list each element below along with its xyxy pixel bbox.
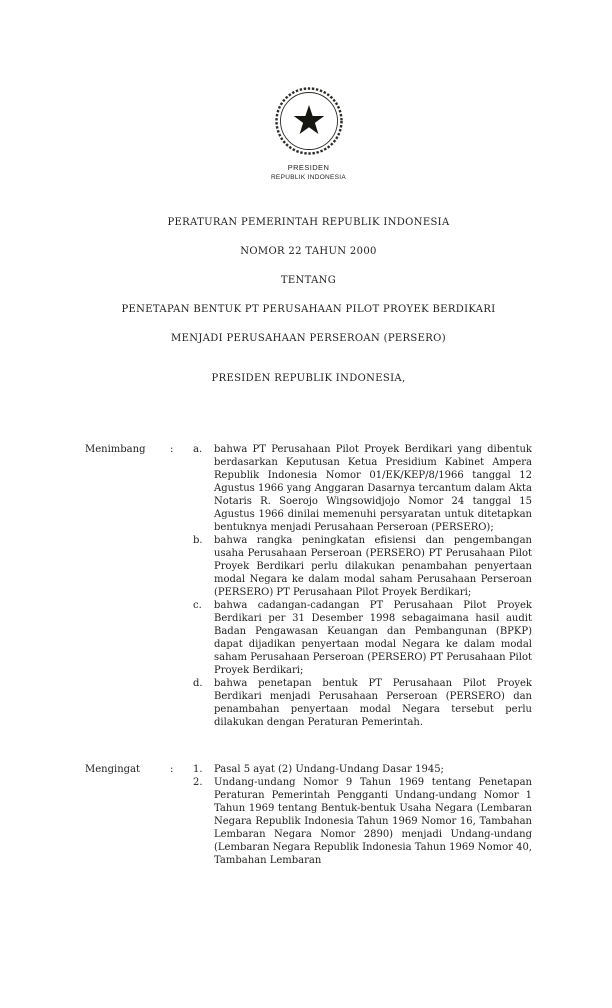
mengingat-separator: :	[170, 764, 174, 775]
menimbang-items	[193, 443, 532, 729]
document-body	[85, 443, 532, 867]
list-item-marker: 1.	[193, 764, 203, 775]
menimbang-clause	[85, 443, 532, 729]
list-item	[193, 776, 532, 867]
list-item-marker: 2.	[193, 777, 203, 788]
regulation-title-line: PERATURAN PEMERINTAH REPUBLIK INDONESIA	[167, 217, 450, 228]
list-item-text: bahwa rangka peningkatan efisiensi dan pengembangan usaha Perusahaan Perseroan (PERSERO) PT Perusahaan Pilot Proyek Berdikari perlu dilakukan penambahan penyertaan modal Negara ke dalam modal saham Perusahaan Perseroan (PERSERO) PT Perusahaan Pilot Proyek Berdikari;	[214, 535, 532, 598]
list-item	[193, 599, 532, 677]
regulation-number-line: NOMOR 22 TAHUN 2000	[240, 246, 377, 257]
mengingat-items	[193, 763, 532, 867]
list-item-text: Undang-undang Nomor 9 Tahun 1969 tentang Penetapan Peraturan Pemerintah Pengganti Undang-undang Nomor 1 Tahun 1969 tentang Bentuk-bentuk Usaha Negara (Lembaran Negara Republik Indonesia Tahun 1969 Nomor 16, Tambahan Lembaran Negara Nomor 2890) menjadi Undang-undang (Lembaran Negara Republik Indonesia Tahun 1969 Nomor 40, Tambahan Lembaran	[214, 777, 532, 866]
list-item-marker: b.	[193, 535, 203, 546]
list-item	[193, 763, 532, 776]
letterhead-republik-indonesia-label: REPUBLIK INDONESIA	[270, 174, 347, 181]
list-item	[193, 443, 532, 534]
tentang-line: TENTANG	[280, 275, 337, 286]
mengingat-label: Mengingat	[85, 764, 141, 775]
letterhead	[85, 85, 532, 181]
menimbang-label: Menimbang	[85, 444, 146, 455]
list-item-text: Pasal 5 ayat (2) Undang-Undang Dasar 1945;	[214, 764, 444, 775]
list-item-marker: a.	[193, 444, 203, 455]
subject-line-1: PENETAPAN BENTUK PT PERUSAHAAN PILOT PROYEK BERDIKARI	[121, 304, 496, 315]
list-item-text: bahwa penetapan bentuk PT Perusahaan Pilot Proyek Berdikari menjadi Perusahaan Perseroan (PERSERO) dan penambahan penyertaan modal Negara tersebut perlu dilakukan dengan Peraturan Pemerintah.	[214, 678, 532, 728]
list-item-marker: d.	[193, 678, 203, 689]
list-item-text: bahwa PT Perusahaan Pilot Proyek Berdikari yang dibentuk berdasarkan Keputusan Ketua Presidium Kabinet Ampera Republik Indonesia Nomor 01/EK/KEP/8/1966 tanggal 12 Agustus 1966 yang Anggaran Dasarnya tercantum dalam Akta Notaris R. Soerojo Wingsowidjojo Nomor 24 tanggal 15 Agustus 1966 dinilai memenuhi persyaratan untuk ditetapkan bentuknya menjadi Perusahaan Perseroan (PERSERO);	[214, 444, 532, 533]
list-item	[193, 677, 532, 729]
list-item-marker: c.	[193, 600, 202, 611]
list-item-text: bahwa cadangan-cadangan PT Perusahaan Pilot Proyek Berdikari per 31 Desember 1998 sebagaimana hasil audit Badan Pengawasan Keuangan dan Pembangunan (BPKP) dapat dijadikan penyertaan modal Negara ke dalam modal saham Perusahaan Perseroan (PERSERO) PT Perusahaan Pilot Proyek Berdikari;	[214, 600, 532, 676]
letterhead-presiden-label: PRESIDEN	[287, 163, 330, 172]
list-item	[193, 534, 532, 599]
salutation-line: PRESIDEN REPUBLIK INDONESIA,	[211, 373, 406, 384]
presidential-seal-icon	[273, 85, 345, 157]
menimbang-separator: :	[170, 444, 174, 455]
mengingat-clause	[85, 763, 532, 867]
document-title-block	[85, 217, 532, 385]
subject-line-2: MENJADI PERUSAHAAN PERSEROAN (PERSERO)	[171, 333, 446, 344]
